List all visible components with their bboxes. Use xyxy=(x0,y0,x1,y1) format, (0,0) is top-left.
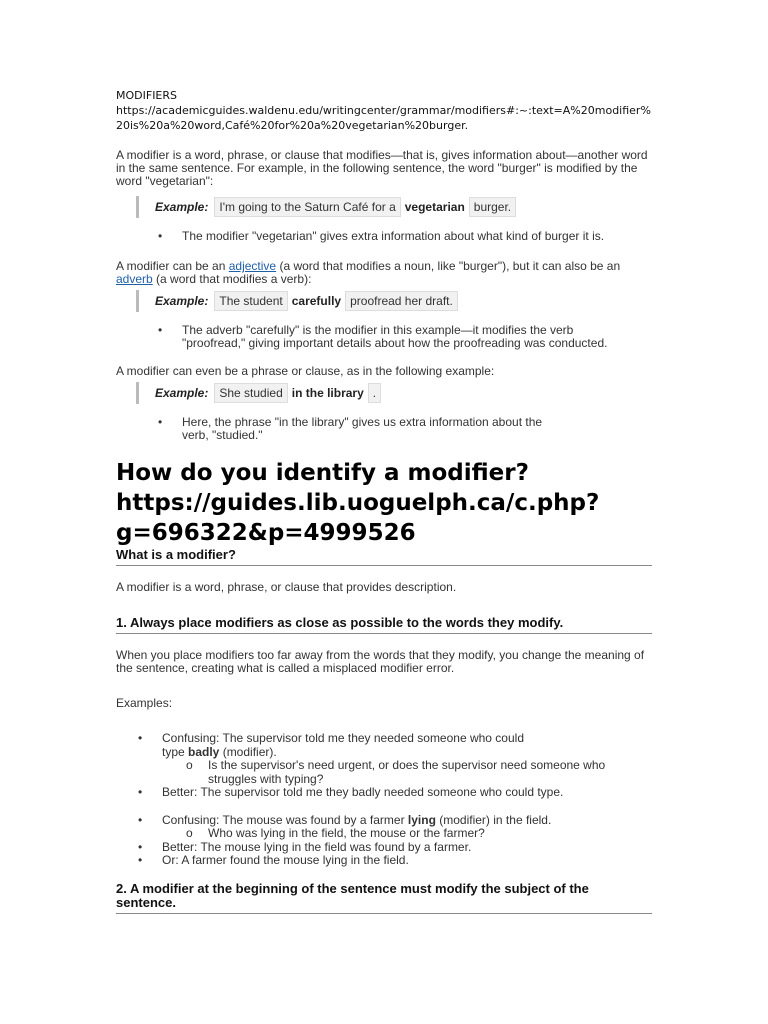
example-label: Example: xyxy=(155,386,209,400)
paragraph-phrase-clause: A modifier can even be a phrase or clause, as in the following example: xyxy=(116,364,495,378)
paragraph-adjective-adverb: A modifier can be an adjective (a word that modifies a noun, like "burger"), but it can also be an adverb (a word that modifies a verb): xyxy=(116,259,621,286)
heading-rule-1: 1. Always place modifiers as close as possible to the words they modify. xyxy=(116,616,652,634)
adjective-link[interactable]: adjective xyxy=(228,259,277,273)
adverb-link[interactable]: adverb xyxy=(116,272,153,286)
heading-modifiers: MODIFIERS xyxy=(116,89,178,102)
example-label: Example: xyxy=(155,294,209,308)
list-item: • Better: The mouse lying in the field was found by a farmer. xyxy=(138,839,472,854)
list-item: • Or: A farmer found the mouse lying in the field. xyxy=(138,853,409,867)
document-page xyxy=(116,88,652,914)
example-modifier: carefully xyxy=(291,294,342,308)
circle-bullet-icon: o xyxy=(186,758,193,772)
examples-list-1 xyxy=(116,732,652,800)
list-item: • The modifier "vegetarian" gives extra information about what kind of burger it is. xyxy=(158,229,605,243)
bullet-icon: • xyxy=(158,323,163,337)
examples-list-2 xyxy=(116,814,652,868)
example-text: . xyxy=(368,383,381,403)
bullet-icon: • xyxy=(158,415,163,429)
example-text: I'm going to the Saturn Café for a xyxy=(214,197,400,217)
list-item: • The adverb "carefully" is the modifier in this example—it modifies the verb "proofread," giving important details about how the proofreading was conducted. xyxy=(158,323,608,350)
examples-label: Examples: xyxy=(116,696,173,710)
paragraph-rule-1: When you place modifiers too far away from the words that they modify, you change the meaning of the sentence, creating what is called a misplaced modifier error. xyxy=(116,648,645,675)
example-text: She studied xyxy=(214,383,287,403)
example-text: proofread her draft. xyxy=(345,291,458,311)
bullet-list xyxy=(116,230,652,243)
example-block-3 xyxy=(136,382,652,404)
list-item: • Better: The supervisor told me they badly needed someone who could type. xyxy=(138,785,564,799)
list-item: o Who was lying in the field, the mouse or the farmer? xyxy=(186,826,485,840)
heading-what-is-modifier: What is a modifier? xyxy=(116,548,652,566)
bullet-list xyxy=(116,416,652,442)
bullet-icon: • xyxy=(138,839,143,854)
bullet-icon: • xyxy=(158,229,163,243)
bullet-icon: • xyxy=(138,853,143,867)
circle-bullet-icon: o xyxy=(186,826,193,840)
example-label: Example: xyxy=(155,200,209,214)
paragraph-intro: A modifier is a word, phrase, or clause that modifies—that is, gives information about—another word in the same sentence. For example, in the following sentence, the word "burger" is modified by the word "vegetarian": xyxy=(116,148,648,188)
list-item: • Here, the phrase "in the library" gives us extra information about the verb, "studied." xyxy=(158,415,543,442)
heading-url[interactable]: https://guides.lib.uoguelph.ca/c.php? xyxy=(116,490,600,516)
heading-url[interactable]: g=696322&p=4999526 xyxy=(116,520,416,546)
sub-list xyxy=(162,758,606,786)
example-block-2 xyxy=(136,290,652,312)
source-url[interactable]: https://academicguides.waldenu.edu/writingcenter/grammar/modifiers#:~:text=A%20modifier%20is%20a%20word,Café%20for%20a%20vegetarian%20burger. xyxy=(116,104,651,132)
list-item: • Confusing: The mouse was found by a farmer lying (modifier) in the field. o Who was lying in the field, the mouse or the farmer? xyxy=(116,814,652,841)
example-block-1 xyxy=(136,196,652,218)
heading-rule-2: 2. A modifier at the beginning of the sentence must modify the subject of the sentence. xyxy=(116,882,652,914)
example-text: The student xyxy=(214,291,287,311)
list-item: • Confusing: The supervisor told me they needed someone who could type badly (modifier). o Is the supervisor's need urgent, or does the supervisor need someone who struggles with typing? xyxy=(116,732,652,786)
bullet-icon: • xyxy=(138,731,143,745)
heading-identify-modifier: How do you identify a modifier? https://guides.lib.uoguelph.ca/c.php? g=696322&p=4999526 xyxy=(116,458,652,548)
bullet-icon: • xyxy=(138,812,143,827)
bullet-list xyxy=(116,324,652,350)
example-modifier: in the library xyxy=(291,386,364,400)
example-modifier: vegetarian xyxy=(404,200,465,214)
paragraph-what-is: A modifier is a word, phrase, or clause that provides description. xyxy=(116,580,457,594)
list-item: o Is the supervisor's need urgent, or does the supervisor need someone who struggles with typing? xyxy=(186,758,606,786)
bullet-icon: • xyxy=(138,785,143,799)
sub-list xyxy=(162,827,652,841)
example-text: burger. xyxy=(469,197,516,217)
